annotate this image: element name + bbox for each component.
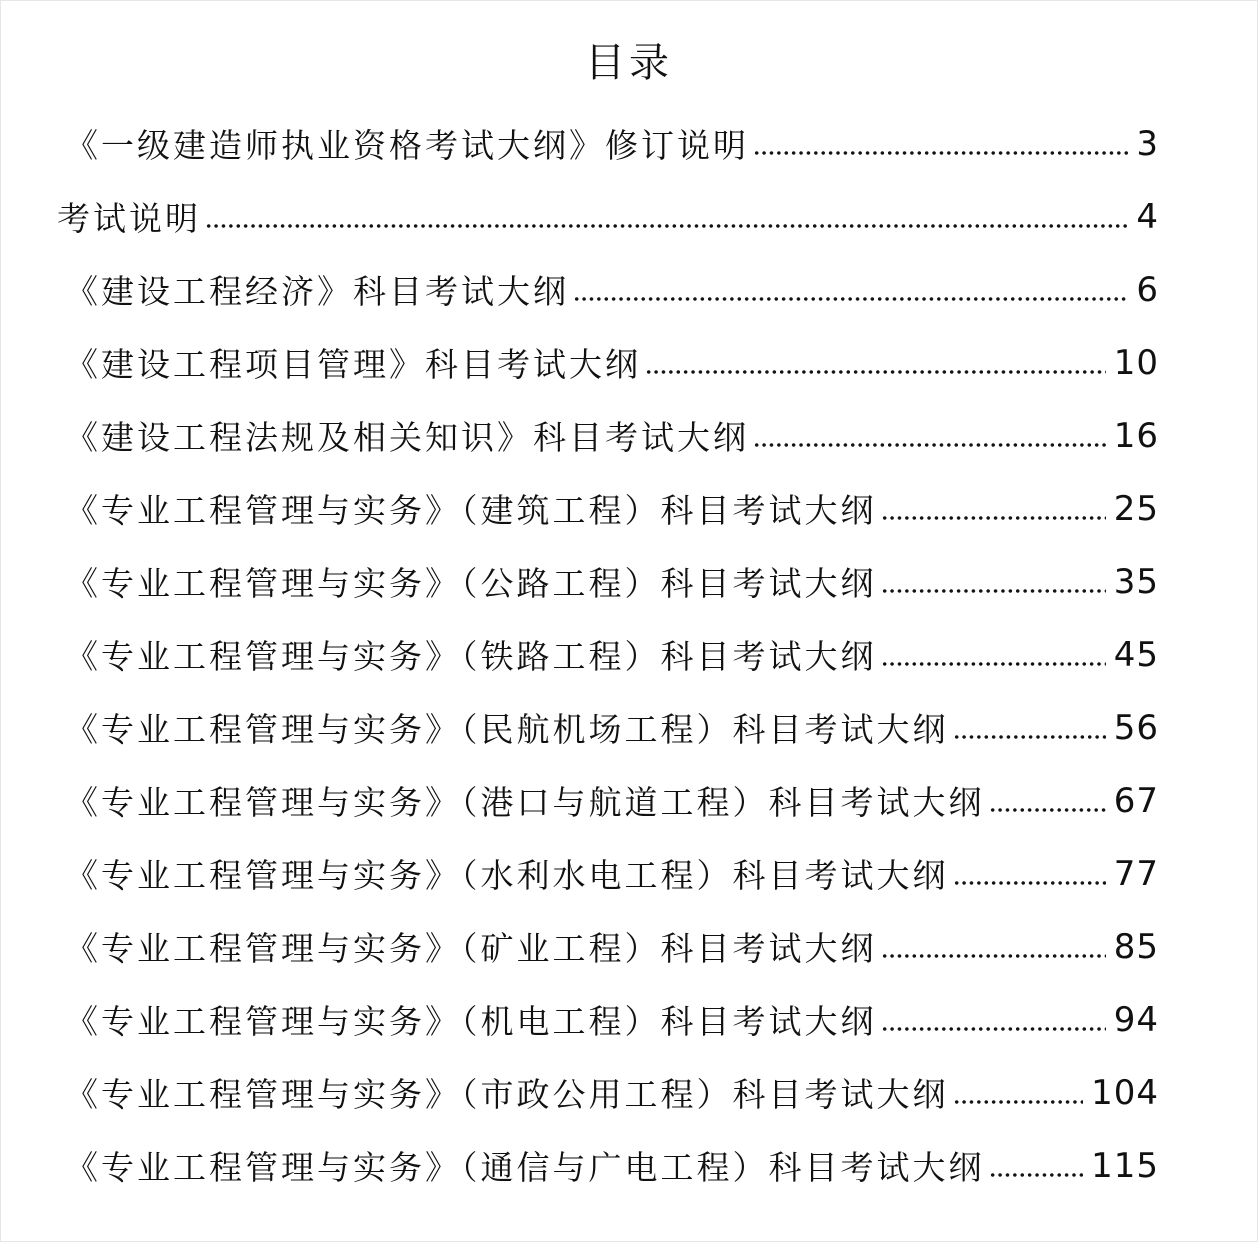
toc-entry-label: 《一级建造师执业资格考试大纲》修订说明 (65, 126, 749, 165)
toc-entry-page: 56 (1113, 707, 1159, 748)
toc-entry[interactable] (1, 910, 1258, 983)
toc-entry-page: 4 (1136, 196, 1159, 237)
dot-leader (989, 1171, 1084, 1179)
toc-entry-page: 16 (1113, 415, 1159, 456)
toc-entry-label: 《专业工程管理与实务》（市政公用工程）科目考试大纲 (65, 1075, 949, 1114)
toc-entry[interactable] (1, 253, 1258, 326)
toc-entry-label: 《专业工程管理与实务》（港口与航道工程）科目考试大纲 (65, 783, 985, 822)
toc-entry-label: 《建设工程项目管理》科目考试大纲 (65, 345, 641, 384)
toc-entry[interactable] (1, 1129, 1258, 1202)
dot-leader (989, 806, 1106, 814)
dot-leader (645, 368, 1106, 376)
dot-leader (753, 441, 1106, 449)
toc-entry-label: 《建设工程经济》科目考试大纲 (65, 272, 569, 311)
toc-entry-page: 6 (1136, 269, 1159, 310)
dot-leader (881, 660, 1106, 668)
toc-entry[interactable] (1, 180, 1258, 253)
toc-entry[interactable] (1, 326, 1258, 399)
toc-entry-label: 《专业工程管理与实务》（公路工程）科目考试大纲 (65, 564, 877, 603)
toc-entry-label: 《专业工程管理与实务》（铁路工程）科目考试大纲 (65, 637, 877, 676)
toc-entry-page: 25 (1113, 488, 1159, 529)
dot-leader (953, 879, 1106, 887)
toc-entry[interactable] (1, 399, 1258, 472)
toc-entry-page: 115 (1091, 1145, 1159, 1186)
toc-entry-page: 35 (1113, 561, 1159, 602)
toc-entry-page: 104 (1091, 1072, 1159, 1113)
toc-entry-label: 《专业工程管理与实务》（通信与广电工程）科目考试大纲 (65, 1148, 985, 1187)
dot-leader (753, 149, 1128, 157)
toc-entry-page: 85 (1113, 926, 1159, 967)
toc-entry-page: 77 (1113, 853, 1159, 894)
dot-leader (953, 1098, 1084, 1106)
toc-title: 目录 (585, 40, 673, 86)
toc-entry-label: 考试说明 (57, 199, 201, 238)
toc-entry-label: 《专业工程管理与实务》（民航机场工程）科目考试大纲 (65, 710, 949, 749)
table-of-contents (1, 107, 1258, 1202)
dot-leader (205, 222, 1128, 230)
toc-entry-page: 10 (1113, 342, 1159, 383)
toc-entry[interactable] (1, 107, 1258, 180)
toc-entry[interactable] (1, 545, 1258, 618)
dot-leader (881, 952, 1106, 960)
toc-entry[interactable] (1, 837, 1258, 910)
toc-entry[interactable] (1, 618, 1258, 691)
toc-entry[interactable] (1, 1056, 1258, 1129)
toc-entry[interactable] (1, 691, 1258, 764)
toc-entry-page: 94 (1113, 999, 1159, 1040)
toc-entry-page: 45 (1113, 634, 1159, 675)
toc-entry-label: 《专业工程管理与实务》（水利水电工程）科目考试大纲 (65, 856, 949, 895)
toc-entry[interactable] (1, 472, 1258, 545)
dot-leader (881, 587, 1106, 595)
toc-entry[interactable] (1, 764, 1258, 837)
toc-entry-page: 67 (1113, 780, 1159, 821)
toc-entry-label: 《建设工程法规及相关知识》科目考试大纲 (65, 418, 749, 457)
toc-entry-label: 《专业工程管理与实务》（建筑工程）科目考试大纲 (65, 491, 877, 530)
toc-entry-label: 《专业工程管理与实务》（矿业工程）科目考试大纲 (65, 929, 877, 968)
toc-entry-label: 《专业工程管理与实务》（机电工程）科目考试大纲 (65, 1002, 877, 1041)
dot-leader (881, 1025, 1106, 1033)
dot-leader (953, 733, 1106, 741)
toc-entry-page: 3 (1136, 123, 1159, 164)
dot-leader (573, 295, 1128, 303)
toc-entry[interactable] (1, 983, 1258, 1056)
dot-leader (881, 514, 1106, 522)
